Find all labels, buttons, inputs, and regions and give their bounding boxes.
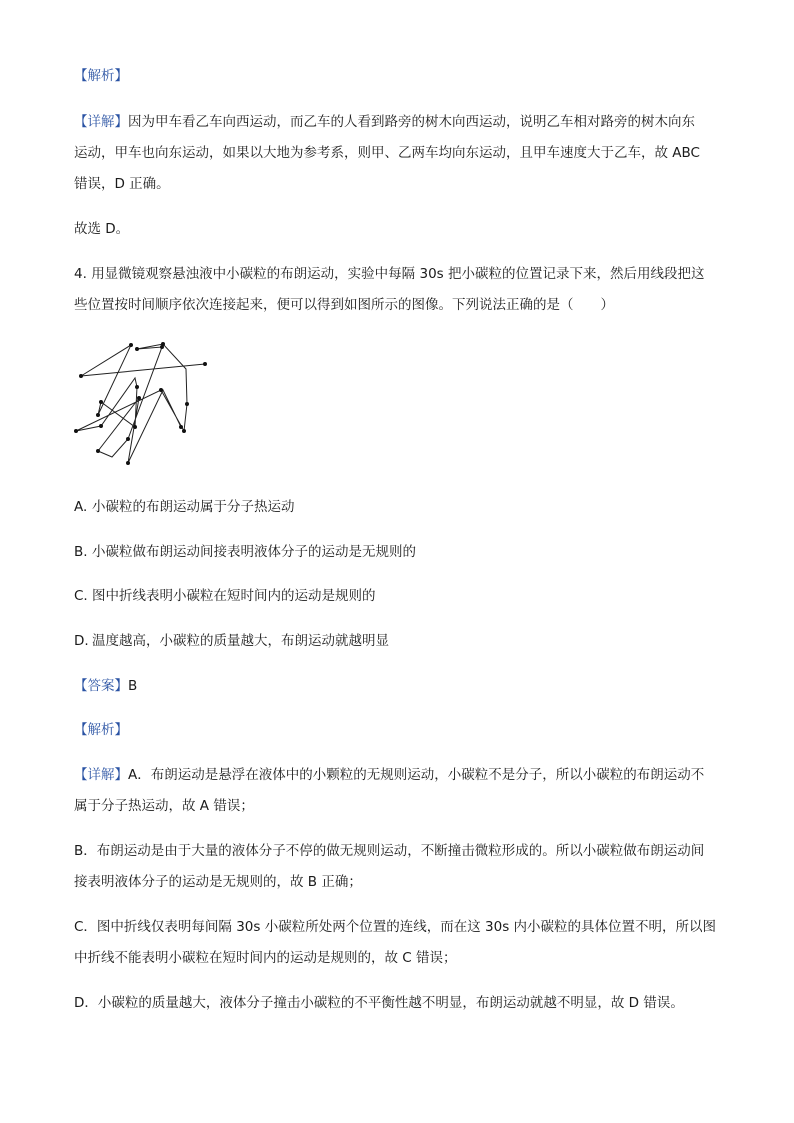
option-text: 小碳粒的布朗运动属于分子热运动 [92, 499, 295, 515]
answer-value: B [128, 678, 138, 694]
detail-line-2: 运动，甲车也向东运动，如果以大地为参考系，则甲、乙两车均向东运动，且甲车速度大于乙车，故 ABC [74, 145, 700, 161]
explanation-d-line-1: D．小碳粒的质量越大，液体分子撞击小碳粒的不平衡性越不明显，布朗运动就越不明显，故 D 错误。 [74, 995, 684, 1011]
explanation-c-line-2: 中折线不能表明小碳粒在短时间内的运动是规则的，故 C 错误； [74, 950, 457, 966]
option-letter: D. [74, 633, 89, 649]
question-stem-text: 用显微镜观察悬浊液中小碳粒的布朗运动，实验中每隔 30s 把小碳粒的位置记录下来，然后用线段把这 [91, 266, 705, 282]
detail-line-3: 错误，D 正确。 [74, 176, 170, 192]
option-b [74, 542, 416, 562]
explanation-a-line-2: 属于分子热运动，故 A 错误； [74, 798, 254, 814]
option-letter: B. [74, 544, 88, 560]
question-number: 4. [74, 266, 87, 282]
analysis-tag: 【解析】 [74, 722, 128, 738]
explanation-b-line-1: B．布朗运动是由于大量的液体分子不停的做无规则运动，不断撞击微粒形成的。所以小碳粒做布朗运动间 [74, 843, 705, 859]
option-letter: C. [74, 588, 88, 604]
analysis-heading-2 [74, 720, 734, 740]
question-stem-line-2: 些位置按时间顺序依次连接起来，便可以得到如图所示的图像。下列说法正确的是（ ） [74, 297, 614, 313]
explanation-a-line-1 [74, 765, 734, 785]
option-d [74, 631, 389, 651]
brownian-motion-figure [70, 336, 210, 470]
question-stem-line-1 [74, 264, 734, 284]
answer-line [74, 676, 734, 696]
detail-tag: 【详解】 [74, 767, 128, 783]
option-text: 图中折线表明小碳粒在短时间内的运动是规则的 [92, 588, 376, 604]
detail-tag: 【详解】 [74, 114, 128, 130]
analysis-heading-1 [74, 66, 734, 86]
option-c [74, 586, 376, 606]
option-text: 小碳粒做布朗运动间接表明液体分子的运动是无规则的 [92, 544, 416, 560]
explanation-text: A．布朗运动是悬浮在液体中的小颗粒的无规则运动，小碳粒不是分子，所以小碳粒的布朗运动不 [128, 767, 705, 783]
option-text: 温度越高，小碳粒的质量越大，布朗运动就越明显 [92, 633, 389, 649]
answer-tag: 【答案】 [74, 678, 128, 694]
option-a [74, 497, 295, 517]
option-letter: A. [74, 499, 88, 515]
explanation-c-line-1: C．图中折线仅表明每间隔 30s 小碳粒所处两个位置的连线，而在这 30s 内小碳粒的具体位置不明，所以图 [74, 919, 717, 935]
brownian-points [74, 342, 207, 465]
explanation-b-line-2: 接表明液体分子的运动是无规则的，故 B 正确； [74, 874, 362, 890]
detail-line-1 [74, 112, 734, 132]
conclusion-line: 故选 D。 [74, 221, 130, 237]
analysis-tag: 【解析】 [74, 68, 128, 84]
detail-text: 因为甲车看乙车向西运动，而乙车的人看到路旁的树木向西运动，说明乙车相对路旁的树木向东 [128, 114, 695, 130]
